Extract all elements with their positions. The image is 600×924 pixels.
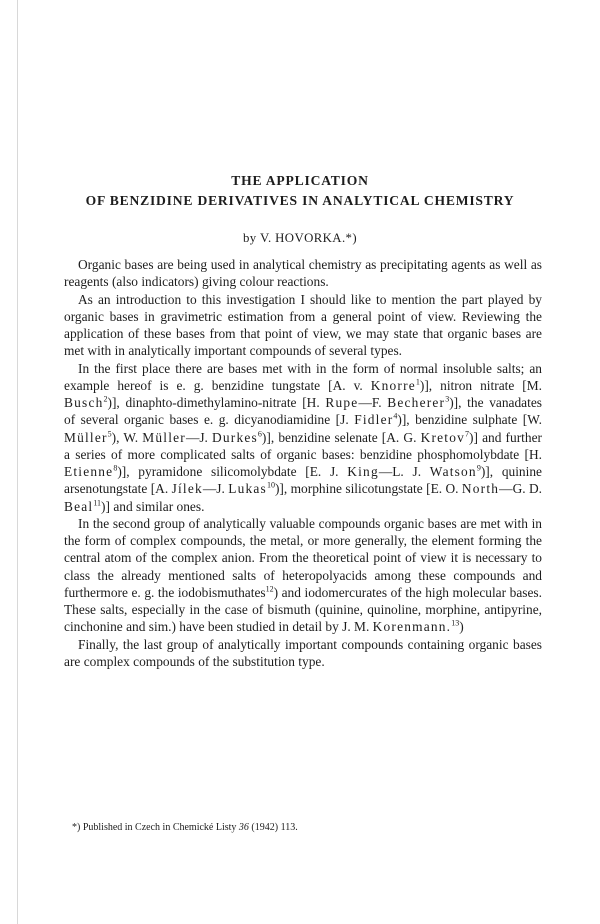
author-name: Müller [64, 429, 108, 445]
author-name: King [347, 464, 379, 479]
footnote-ref: 9 [476, 463, 481, 473]
author-name: Jílek [171, 481, 203, 497]
text-run: —J. [202, 481, 229, 497]
text-run: ) [459, 619, 464, 635]
text-run: )], benzidine selenate [A. G. [261, 429, 421, 445]
author-name: North [461, 481, 500, 497]
footnote-ref: 8 [113, 463, 118, 473]
footnote-ref: 13 [451, 618, 460, 628]
author-name: Beal [64, 498, 94, 514]
author-name: Busch [64, 395, 104, 410]
author-name: Korenmann. [372, 619, 452, 635]
footnote-ref: 4 [393, 411, 398, 421]
text-run: —F. [358, 395, 388, 410]
author-name: Durkes [212, 429, 258, 445]
footnote-ref: 12 [265, 584, 274, 594]
text-run: —J. [185, 429, 213, 445]
text-run: )] and further a series of more complicated salts of organic bases: benzidine phosphomolybdate [H. [64, 429, 542, 462]
text-run: —L. J. [378, 464, 430, 479]
author-name: Watson [429, 464, 477, 479]
article-body [64, 256, 542, 670]
title-line-2: OF BENZIDINE DERIVATIVES IN ANALYTICAL CHEMISTRY [85, 193, 515, 208]
paragraph-4 [64, 515, 542, 636]
scan-edge-line [17, 0, 18, 924]
author-byline: by V. HOVORKA.*) [243, 231, 357, 245]
footnote [72, 822, 542, 833]
paragraph-2: As an introduction to this investigation I should like to mention the part played by organic bases in gravimetric estimation from a general point of view. Reviewing the application of these bases from that point of view, we may state that organic bases are met with in analytically important compounds of several types. [64, 291, 542, 359]
footnote-ref: 3 [445, 394, 450, 404]
footnote-text: *) Published in Czech in Chemické Listy [72, 822, 239, 833]
footnote-text: (1942) 113. [248, 822, 298, 833]
author-name: Lukas [228, 481, 267, 497]
text-run: )], quinine arsenotungstate [A. [64, 464, 542, 497]
text-run: ), W. [111, 429, 143, 445]
footnote-ref: 1 [415, 377, 420, 387]
footnote-ref: 11 [93, 498, 102, 508]
paragraph-1: Organic bases are being used in analytical chemistry as precipitating agents as well as reagents (also indicators) giving colour reactions. [64, 257, 542, 290]
title-line-1: THE APPLICATION [231, 173, 369, 188]
author-name: Kretov [420, 429, 465, 445]
footnote-ref: 5 [107, 429, 112, 439]
text-run: In the second group of analytically valuable compounds organic bases are met with in the form of complex compounds, the metal, or more generally, the element forming the central atom of the complex anion. From the theoretical point of view it is necessary to class the already mentioned salts of heteropolyacids among these compounds and furthermore e. g. the iodobismuthates [64, 515, 542, 600]
text-run: )], nitron nitrate [M. [419, 377, 542, 393]
text-run: In the first place there are bases met with in the form of normal insoluble salts; an example hereof is e. g. benzidine tungstate [A. v. [64, 360, 542, 393]
author-name: Knorre [370, 377, 416, 393]
author-name: Etienne [64, 464, 114, 479]
text-run: )] and similar ones. [101, 498, 205, 514]
text-run: )], the vanadates of several organic bases e. g. dicyanodiamidine [J. [64, 395, 542, 428]
text-run: —G. D. [499, 481, 542, 497]
footnote-volume: 36 [238, 822, 249, 833]
text-run: ) and iodomercurates of the high molecular bases. These salts, especially in the case of bismuth (quinine, quinoline, morphine, antipyrine, cinchonine and sim.) have been studied in detail by J. M. [64, 584, 542, 635]
text-run: )], benzidine sulphate [W. [397, 412, 542, 428]
text-run: )], morphine silicotungstate [E. O. [274, 481, 462, 497]
paragraph-5: Finally, the last group of analytically important compounds containing organic bases are complex compounds of the substitution type. [64, 636, 542, 669]
author-name: Fidler [354, 412, 394, 428]
author-name: Becherer [387, 395, 446, 410]
footnote-ref: 6 [257, 429, 262, 439]
footnote-ref: 2 [103, 394, 108, 404]
text-run: )], dinaphto-dimethylamino-nitrate [H. [107, 395, 326, 410]
text-run: )], pyramidone silicomolybdate [E. J. [117, 464, 348, 479]
author-name: Rupe [325, 395, 359, 410]
paragraph-3 [64, 360, 542, 515]
footnote-ref: 7 [465, 429, 469, 439]
footnote-ref: 10 [266, 480, 275, 490]
author-name: Müller [142, 429, 186, 445]
